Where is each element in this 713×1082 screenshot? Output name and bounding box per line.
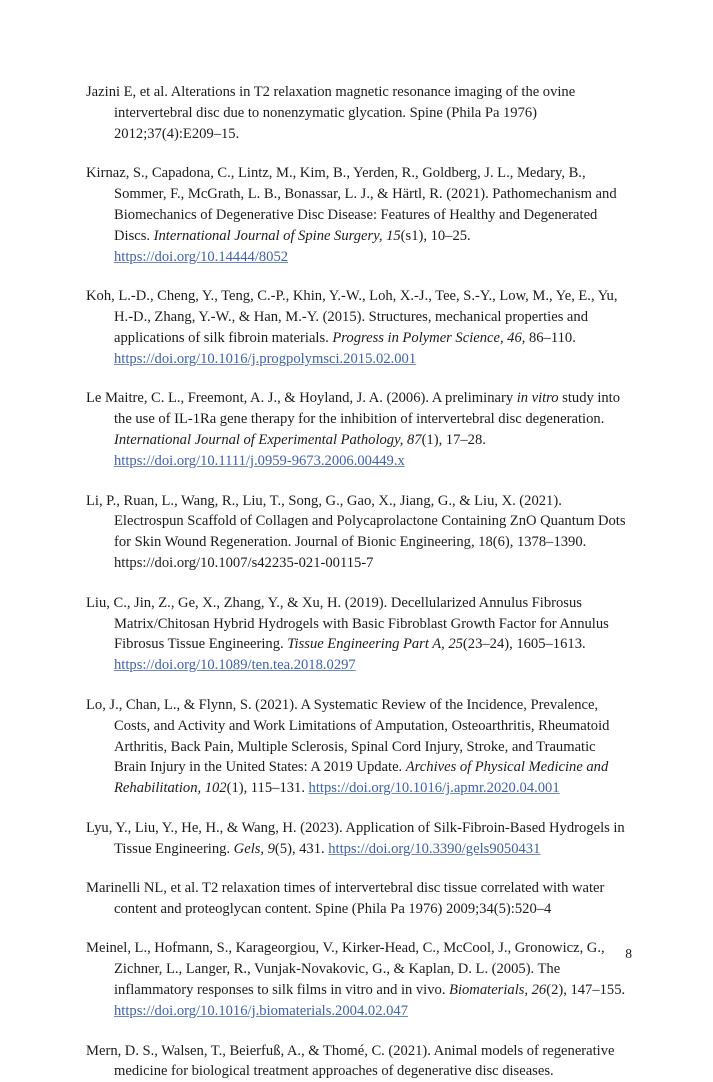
reference-text: Mern, D. S., Walsen, T., Beierfuß, A., & Thomé, C. (2021). Animal models of regenerative medicine for biological treatment approaches of degenerative disc diseases. <box>86 1042 615 1080</box>
reference-italic-text: International Journal of Spine Surgery, 15 <box>153 227 401 244</box>
reference-text: study into the use of IL-1Ra gene therapy for the inhibition of intervertebral disc degeneration. <box>114 390 621 428</box>
reference-entry <box>86 1041 630 1082</box>
reference-text: (s1), 10–25. <box>400 227 471 244</box>
reference-italic-text: Archives of Physical Medicine and Rehabilitation, 102 <box>114 759 609 797</box>
reference-text: Koh, L.-D., Cheng, Y., Teng, C.-P., Khin, Y.-W., Loh, X.-J., Tee, S.-Y., Low, M., Ye, E., Yu, H.-D., Zhang, Y.-W., & Han, M.-Y. (2015). Structures, mechanical properties and applications of silk fibroin materials. <box>86 288 618 347</box>
reference-entry <box>86 286 630 370</box>
reference-entry <box>86 593 630 677</box>
reference-italic-text: Tissue Engineering Part A, 25 <box>287 636 463 653</box>
reference-doi-link[interactable]: https://doi.org/10.1016/j.biomaterials.2004.02.047 <box>114 1003 409 1020</box>
reference-text: Jazini E, et al. Alterations in T2 relaxation magnetic resonance imaging of the ovine intervertebral disc due to nonenzymatic glycation. Spine (Phila Pa 1976) 2012;37(4):E209–15. <box>86 84 576 142</box>
reference-italic-text: International Journal of Experimental Pathology, 87 <box>114 432 422 449</box>
reference-text: , 86–110. <box>521 330 576 347</box>
reference-text: (23–24), 1605–1613. <box>462 636 586 653</box>
reference-doi-link[interactable]: https://doi.org/10.3390/gels9050431 <box>328 840 541 857</box>
reference-doi-link[interactable]: https://doi.org/10.1089/ten.tea.2018.0297 <box>114 657 356 674</box>
reference-italic-text: Progress in Polymer Science, 46 <box>332 330 522 347</box>
reference-text: (5), 431. <box>274 840 329 857</box>
reference-doi-link[interactable]: https://doi.org/10.1111/j.0959-9673.2006.00449.x <box>114 453 405 470</box>
page-number: 8 <box>625 946 632 961</box>
reference-entry <box>86 388 630 472</box>
reference-text: (1), 115–131. <box>226 780 309 797</box>
reference-text: (1), 17–28. <box>421 432 486 449</box>
reference-text: Marinelli NL, et al. T2 relaxation times of intervertebral disc tissue correlated with water content and proteoglycan content. Spine (Phila Pa 1976) 2009;34(5):520–4 <box>86 880 605 917</box>
reference-text: Li, P., Ruan, L., Wang, R., Liu, T., Song, G., Gao, X., Jiang, G., & Liu, X. (2021). Electrospun Scaffold of Collagen and Polycaprolactone Containing ZnO Quantum Dots for Skin Wound Regeneration. Journal of Bionic Engineering, 18(6), 1378–1390. https://doi.org/10.1007/s42235-021-00115-7 <box>86 492 626 572</box>
reference-italic-text: in vitro <box>516 390 559 407</box>
reference-doi-link[interactable]: https://doi.org/10.1016/j.apmr.2020.04.001 <box>308 780 560 797</box>
reference-entry <box>86 818 630 860</box>
reference-text: Lo, J., Chan, L., & Flynn, S. (2021). A Systematic Review of the Incidence, Prevalence, Costs, and Activity and Work Limitations of Amputation, Osteoarthritis, Rheumatoid Arthritis, Back Pain, Multiple Sclerosis, Spinal Cord Injury, Stroke, and Traumatic Brain Injury in the United States: A 2019 Update. <box>86 696 610 776</box>
reference-doi-link[interactable]: https://doi.org/10.14444/8052 <box>114 248 289 265</box>
reference-text: Lyu, Y., Liu, Y., He, H., & Wang, H. (2023). Application of Silk-Fibroin-Based Hydrogels in Tissue Engineering. <box>86 819 625 857</box>
reference-italic-text: Biomaterials, 26 <box>449 982 547 999</box>
reference-italic-text: Gels, 9 <box>233 840 275 857</box>
reference-entry <box>86 82 630 145</box>
reference-text: Kirnaz, S., Capadona, C., Lintz, M., Kim, B., Yerden, R., Goldberg, J. L., Medary, B., Sommer, F., McGrath, L. B., Bonassar, L. J., & Härtl, R. (2021). Pathomechanism and Biomechanics of Degenerative Disc Disease: Features of Healthy and Degenerated Discs. <box>86 165 617 244</box>
reference-entry <box>86 491 630 575</box>
reference-doi-link[interactable]: https://doi.org/10.1016/j.progpolymsci.2015.02.001 <box>114 350 417 367</box>
reference-entry <box>86 163 630 268</box>
reference-text: (2), 147–155. <box>546 982 626 999</box>
reference-text: Liu, C., Jin, Z., Ge, X., Zhang, Y., & Xu, H. (2019). Decellularized Annulus Fibrosus Matrix/Chitosan Hybrid Hydrogels with Basic Fibroblast Growth Factor for Annulus Fibrosus Tissue Engineering. <box>86 594 609 653</box>
reference-text: Meinel, L., Hofmann, S., Karageorgiou, V., Kirker-Head, C., McCool, J., Gronowicz, G., Zichner, L., Langer, R., Vunjak-Novakovic, G., & Kaplan, D. L. (2005). The inflammatory responses to silk films in vitro and in vivo. <box>86 940 605 999</box>
reference-text: Le Maitre, C. L., Freemont, A. J., & Hoyland, J. A. (2006). A preliminary <box>86 390 517 407</box>
reference-entry <box>86 695 630 800</box>
reference-entry <box>86 878 630 920</box>
reference-list <box>86 82 630 1082</box>
